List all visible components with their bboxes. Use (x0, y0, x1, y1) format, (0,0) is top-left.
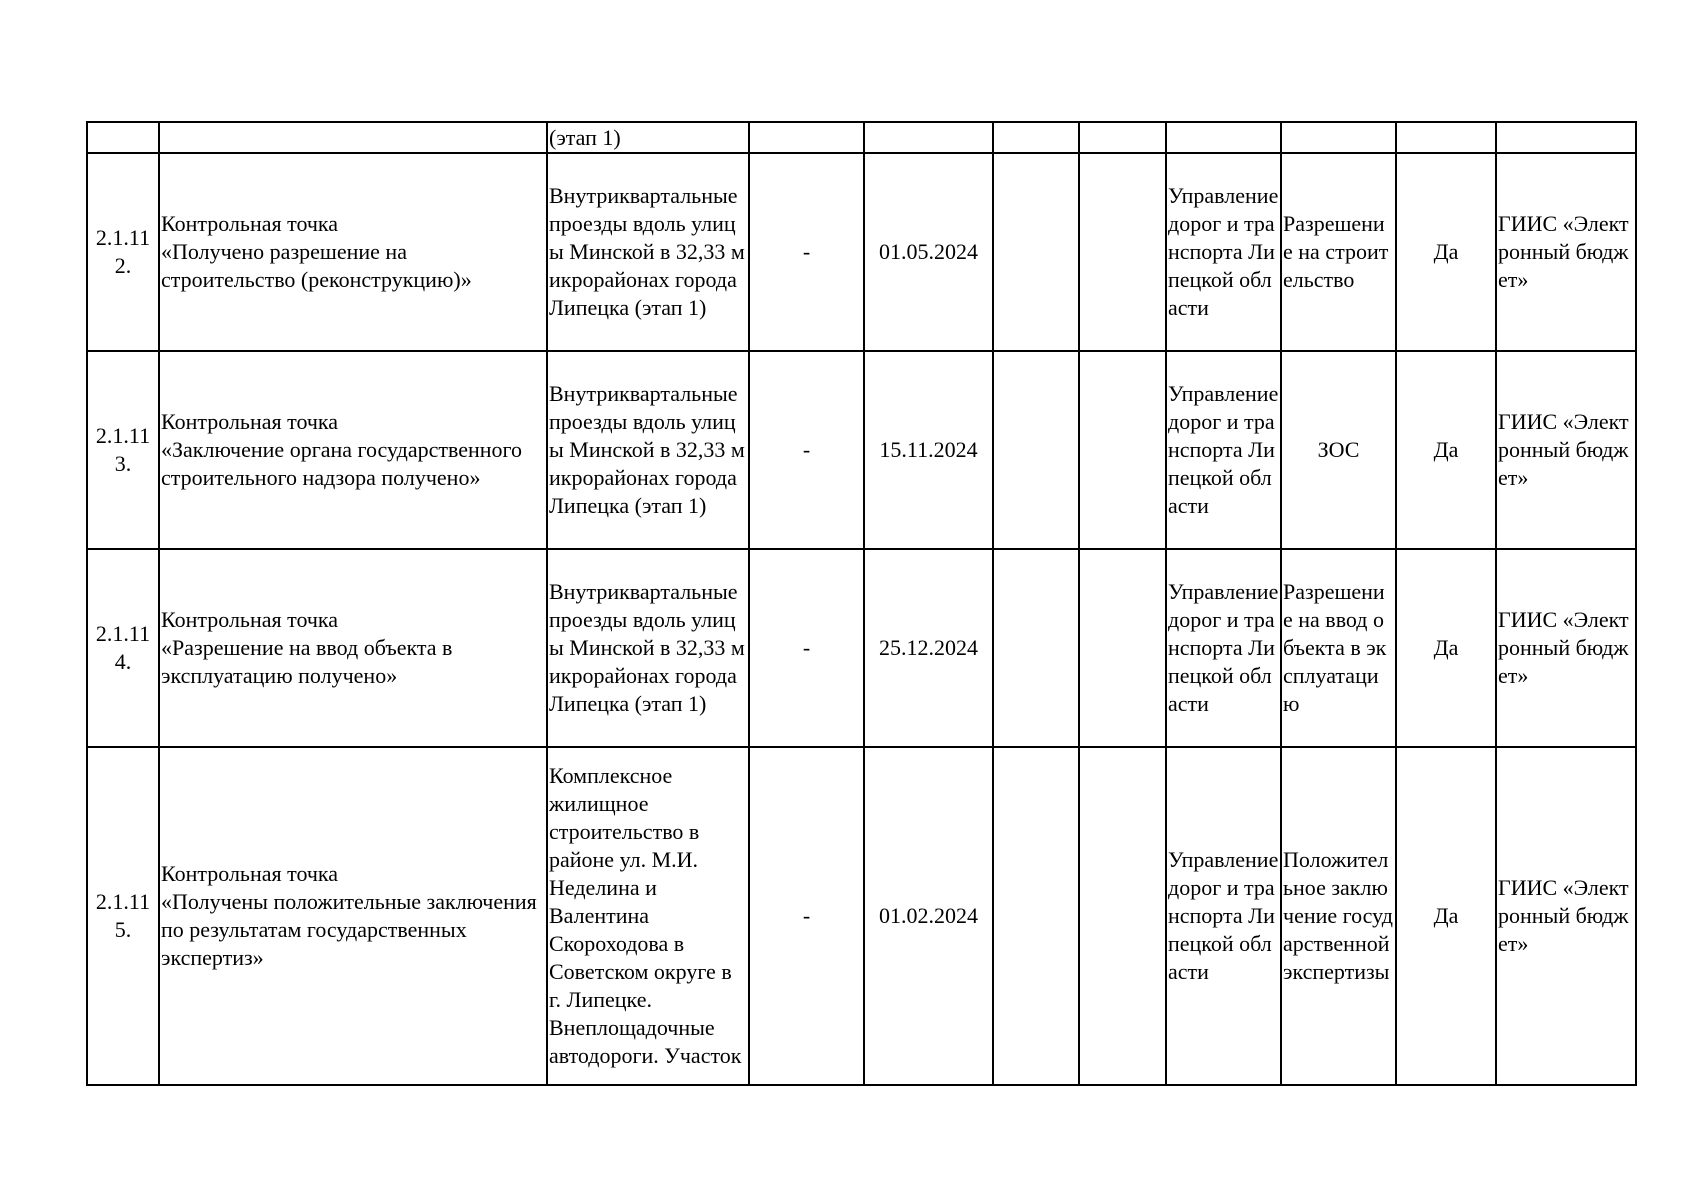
flag-value: Да (1396, 351, 1496, 549)
information-system: ГИИС «Электронный бюджет» (1496, 153, 1636, 351)
responsible-body: Управление дорог и транспорта Липецкой области (1166, 549, 1281, 747)
document-type: Разрешение на ввод объекта в эксплуатацию (1281, 549, 1396, 747)
empty-cell (993, 351, 1079, 549)
cell-col6 (993, 122, 1079, 153)
cell-system (1496, 122, 1636, 153)
object-name: Внутриквартальные проезды вдоль улицы Минской в 32,33 микрорайонах города Липецка (этап 1) (547, 351, 749, 549)
cell-object: (этап 1) (547, 122, 749, 153)
empty-cell (993, 747, 1079, 1085)
flag-value: Да (1396, 747, 1496, 1085)
control-point-name: Контрольная точка «Получено разрешение на строительство (реконструкцию)» (159, 153, 547, 351)
information-system: ГИИС «Электронный бюджет» (1496, 549, 1636, 747)
information-system: ГИИС «Электронный бюджет» (1496, 351, 1636, 549)
table-row (87, 351, 1636, 549)
end-date: 15.11.2024 (864, 351, 993, 549)
flag-value: Да (1396, 549, 1496, 747)
document-type: Положительное заключение государственной экспертизы (1281, 747, 1396, 1085)
document-type: ЗОС (1281, 351, 1396, 549)
cell-col7 (1079, 122, 1166, 153)
cell-start (749, 122, 864, 153)
end-date: 01.05.2024 (864, 153, 993, 351)
empty-cell (1079, 747, 1166, 1085)
control-point-name: Контрольная точка «Заключение органа государственного строительного надзора получено» (159, 351, 547, 549)
flag-value: Да (1396, 153, 1496, 351)
cell-responsible (1166, 122, 1281, 153)
empty-cell (1079, 549, 1166, 747)
end-date: 01.02.2024 (864, 747, 993, 1085)
responsible-body: Управление дорог и транспорта Липецкой области (1166, 153, 1281, 351)
control-points-table (86, 121, 1637, 1086)
empty-cell (993, 153, 1079, 351)
row-number: 2.1.11 5. (87, 747, 159, 1085)
continuation-row (87, 122, 1636, 153)
empty-cell (1079, 153, 1166, 351)
cell-document (1281, 122, 1396, 153)
cell-end (864, 122, 993, 153)
end-date: 25.12.2024 (864, 549, 993, 747)
cell-num (87, 122, 159, 153)
row-number: 2.1.11 4. (87, 549, 159, 747)
start-date: - (749, 549, 864, 747)
start-date: - (749, 747, 864, 1085)
object-name: Внутриквартальные проезды вдоль улицы Минской в 32,33 микрорайонах города Липецка (этап 1) (547, 153, 749, 351)
control-point-name: Контрольная точка «Получены положительные заключения по результатам государственных экспертиз» (159, 747, 547, 1085)
responsible-body: Управление дорог и транспорта Липецкой области (1166, 351, 1281, 549)
control-point-name: Контрольная точка «Разрешение на ввод объекта в эксплуатацию получено» (159, 549, 547, 747)
object-name: Комплексное жилищное строительство в районе ул. М.И. Неделина и Валентина Скороходова в Советском округе в г. Липецке. Внеплощадочные автодороги. Участок (547, 747, 749, 1085)
responsible-body: Управление дорог и транспорта Липецкой области (1166, 747, 1281, 1085)
table-row (87, 747, 1636, 1085)
document-type: Разрешение на строительство (1281, 153, 1396, 351)
start-date: - (749, 153, 864, 351)
empty-cell (993, 549, 1079, 747)
cell-name (159, 122, 547, 153)
empty-cell (1079, 351, 1166, 549)
row-number: 2.1.11 3. (87, 351, 159, 549)
object-name: Внутриквартальные проезды вдоль улицы Минской в 32,33 микрорайонах города Липецка (этап 1) (547, 549, 749, 747)
row-number: 2.1.11 2. (87, 153, 159, 351)
table-row (87, 549, 1636, 747)
cell-flag (1396, 122, 1496, 153)
table-row (87, 153, 1636, 351)
information-system: ГИИС «Электронный бюджет» (1496, 747, 1636, 1085)
start-date: - (749, 351, 864, 549)
